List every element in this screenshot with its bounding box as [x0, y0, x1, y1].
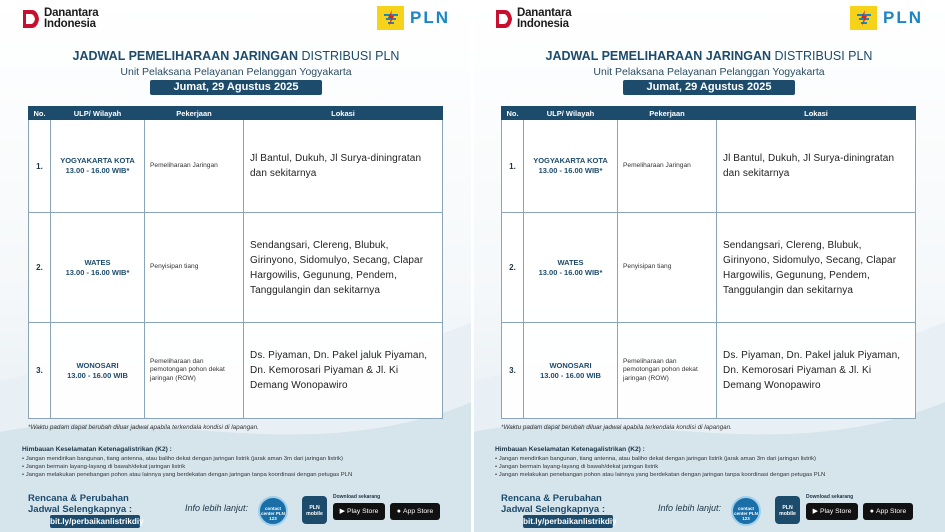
date-badge: Jumat, 29 Agustus 2025: [150, 80, 322, 95]
list-item: • Jangan melakukan penebangan pohon atau lainnya yang berdekatan dengan jaringan tanpa koordinasi dengan petugas PLN: [22, 471, 352, 479]
pln-logo: [377, 6, 450, 30]
row-time: 13.00 - 16.00 WIB*: [65, 166, 130, 175]
danantara-logo: [495, 8, 571, 30]
title-bold: JADWAL PEMELIHARAAN JARINGAN: [545, 49, 772, 63]
row-number: 1.: [502, 120, 524, 213]
danantara-mark-icon: [22, 9, 40, 29]
contact-center-icon[interactable]: contact center PLN 123: [258, 496, 288, 526]
download-label: Download sekarang: [333, 494, 381, 500]
header-location: Lokasi: [244, 107, 443, 120]
row-ulp-name: WONOSARI: [549, 360, 592, 370]
table-row: [502, 120, 916, 213]
row-ulp: [524, 213, 618, 323]
table-row: [29, 120, 443, 213]
header-job: Pekerjaan: [145, 107, 244, 120]
row-job: Pemeliharaan Jaringan: [145, 120, 244, 213]
danantara-mark-icon: [495, 9, 513, 29]
pln-wordmark: PLN: [410, 8, 450, 27]
panel-divider: [471, 0, 474, 532]
header-ulp: ULP/ Wilayah: [51, 107, 145, 120]
rencana-heading: [28, 493, 132, 515]
schedule-link[interactable]: bit.ly/perbaikanlistrikdiy: [523, 517, 617, 526]
table-row: [502, 323, 916, 419]
row-ulp: [524, 323, 618, 419]
row-ulp-name: YOGYAKARTA KOTA: [533, 156, 608, 165]
header-job: Pekerjaan: [618, 107, 717, 120]
safety-list: [22, 455, 352, 479]
info-label: Info lebih lanjut:: [658, 503, 722, 513]
google-play-label: Play Store: [347, 508, 379, 515]
title-rest: DISTRIBUSI PLN: [301, 49, 400, 63]
download-label: Download sekarang: [806, 494, 854, 500]
danantara-country: Indonesia: [517, 18, 569, 30]
row-time: 13.00 - 16.00 WIB: [540, 370, 601, 380]
pln-mobile-icon[interactable]: PLN mobile: [775, 496, 800, 524]
row-location: Sendangsari, Clereng, Blubuk, Girinyono, Sidomulyo, Secang, Clapar Hargowilis, Gegunung, Pendem, Tanggulangin dan sekitarnya: [717, 213, 916, 323]
row-ulp: [524, 120, 618, 213]
app-store-label: App Store: [403, 508, 434, 515]
row-job: Penyisipan tiang: [145, 213, 244, 323]
google-play-label: Play Store: [820, 508, 852, 515]
apple-icon: ●: [869, 508, 874, 515]
header-location: Lokasi: [717, 107, 916, 120]
google-play-button[interactable]: [806, 503, 858, 520]
pln-bolt-icon: [377, 6, 404, 30]
row-ulp-name: WATES: [84, 257, 111, 267]
page-subtitle: Unit Pelaksana Pelayanan Pelanggan Yogyakarta: [120, 66, 352, 78]
row-location: Jl Bantul, Dukuh, Jl Surya-diningratan dan sekitarnya: [244, 120, 443, 213]
row-number: 3.: [29, 323, 51, 419]
schedule-note: *Waktu padam dapat berubah diluar jadwal apabila terkendala kondisi di lapangan.: [28, 424, 259, 431]
schedule-poster-left: [0, 0, 472, 532]
page-title: [473, 49, 945, 63]
row-job: Penyisipan tiang: [618, 213, 717, 323]
header-ulp: ULP/ Wilayah: [524, 107, 618, 120]
list-item: • Jangan melakukan penebangan pohon atau lainnya yang berdekatan dengan jaringan tanpa koordinasi dengan petugas PLN: [495, 471, 825, 479]
danantara-name: Danantara: [44, 7, 99, 19]
pln-mobile-icon[interactable]: PLN mobile: [302, 496, 327, 524]
row-location: Ds. Piyaman, Dn. Pakel jaluk Piyaman, Dn. Kemorosari Piyaman & Jl. Ki Demang Wonopawiro: [717, 323, 916, 419]
list-item: • Jangan bermain layang-layang di bawah/dekat jaringan listrik: [22, 463, 352, 471]
schedule-poster-right: [473, 0, 945, 532]
contact-center-icon[interactable]: contact center PLN 123: [731, 496, 761, 526]
row-ulp: [51, 213, 145, 323]
row-ulp: [51, 323, 145, 419]
danantara-country: Indonesia: [44, 18, 96, 30]
list-item: • Jangan bermain layang-layang di bawah/dekat jaringan listrik: [495, 463, 825, 471]
play-icon: ▶: [339, 508, 346, 515]
row-location: Ds. Piyaman, Dn. Pakel jaluk Piyaman, Dn. Kemorosari Piyaman & Jl. Ki Demang Wonopawiro: [244, 323, 443, 419]
row-time: 13.00 - 16.00 WIB*: [538, 166, 603, 175]
pln-wordmark: PLN: [883, 8, 923, 27]
row-time: 13.00 - 16.00 WIB: [67, 370, 128, 380]
safety-title: Himbauan Keselamatan Ketenagalistrikan (K2) :: [495, 446, 645, 453]
page-subtitle: Unit Pelaksana Pelayanan Pelanggan Yogyakarta: [593, 66, 825, 78]
table-header-row: [502, 107, 916, 120]
safety-title: Himbauan Keselamatan Ketenagalistrikan (K2) :: [22, 446, 172, 453]
pln-bolt-icon: [850, 6, 877, 30]
row-job: Pemeliharaan dan pemotongan pohon dekat jaringan (ROW): [618, 323, 717, 419]
danantara-name: Danantara: [517, 7, 572, 19]
schedule-link[interactable]: bit.ly/perbaikanlistrikdiy: [50, 517, 144, 526]
row-time: 13.00 - 16.00 WIB*: [65, 267, 130, 277]
danantara-logo: [22, 8, 98, 30]
row-number: 3.: [502, 323, 524, 419]
pln-logo: [850, 6, 923, 30]
row-ulp: [51, 120, 145, 213]
table-row: [29, 323, 443, 419]
google-play-button[interactable]: [333, 503, 385, 520]
title-rest: DISTRIBUSI PLN: [774, 49, 873, 63]
safety-list: [495, 455, 825, 479]
row-ulp-name: WATES: [557, 257, 584, 267]
table-row: [502, 213, 916, 323]
row-job: Pemeliharaan Jaringan: [618, 120, 717, 213]
title-bold: JADWAL PEMELIHARAAN JARINGAN: [72, 49, 299, 63]
info-label: Info lebih lanjut:: [185, 503, 249, 513]
apple-icon: ●: [396, 508, 401, 515]
schedule-table: [501, 106, 916, 419]
header-no: No.: [502, 107, 524, 120]
schedule-table: [28, 106, 443, 419]
date-badge: Jumat, 29 Agustus 2025: [623, 80, 795, 95]
app-store-button[interactable]: [863, 503, 913, 520]
rencana-heading: [501, 493, 605, 515]
rencana-line-1: Rencana & Perubahan: [28, 493, 129, 504]
row-number: 1.: [29, 120, 51, 213]
row-ulp-name: YOGYAKARTA KOTA: [60, 156, 135, 165]
table-row: [29, 213, 443, 323]
play-icon: ▶: [812, 508, 819, 515]
rencana-line-2: Jadwal Selengkapnya :: [28, 504, 133, 515]
app-store-label: App Store: [876, 508, 907, 515]
list-item: • Jangan mendirikan bangunan, tiang antenna, atau baliho dekat dengan jaringan listrik (jarak aman 3m dari jaringan listrik): [495, 455, 825, 463]
list-item: • Jangan mendirikan bangunan, tiang antenna, atau baliho dekat dengan jaringan listrik (jarak aman 3m dari jaringan listrik): [22, 455, 352, 463]
app-store-button[interactable]: [390, 503, 440, 520]
row-time: 13.00 - 16.00 WIB*: [538, 267, 603, 277]
row-number: 2.: [502, 213, 524, 323]
rencana-line-1: Rencana & Perubahan: [501, 493, 602, 504]
row-location: Jl Bantul, Dukuh, Jl Surya-diningratan dan sekitarnya: [717, 120, 916, 213]
page-title: [0, 49, 472, 63]
rencana-line-2: Jadwal Selengkapnya :: [501, 504, 606, 515]
header-no: No.: [29, 107, 51, 120]
row-job: Pemeliharaan dan pemotongan pohon dekat jaringan (ROW): [145, 323, 244, 419]
table-header-row: [29, 107, 443, 120]
schedule-note: *Waktu padam dapat berubah diluar jadwal apabila terkendala kondisi di lapangan.: [501, 424, 732, 431]
row-ulp-name: WONOSARI: [76, 360, 119, 370]
row-location: Sendangsari, Clereng, Blubuk, Girinyono, Sidomulyo, Secang, Clapar Hargowilis, Gegunung, Pendem, Tanggulangin dan sekitarnya: [244, 213, 443, 323]
row-number: 2.: [29, 213, 51, 323]
